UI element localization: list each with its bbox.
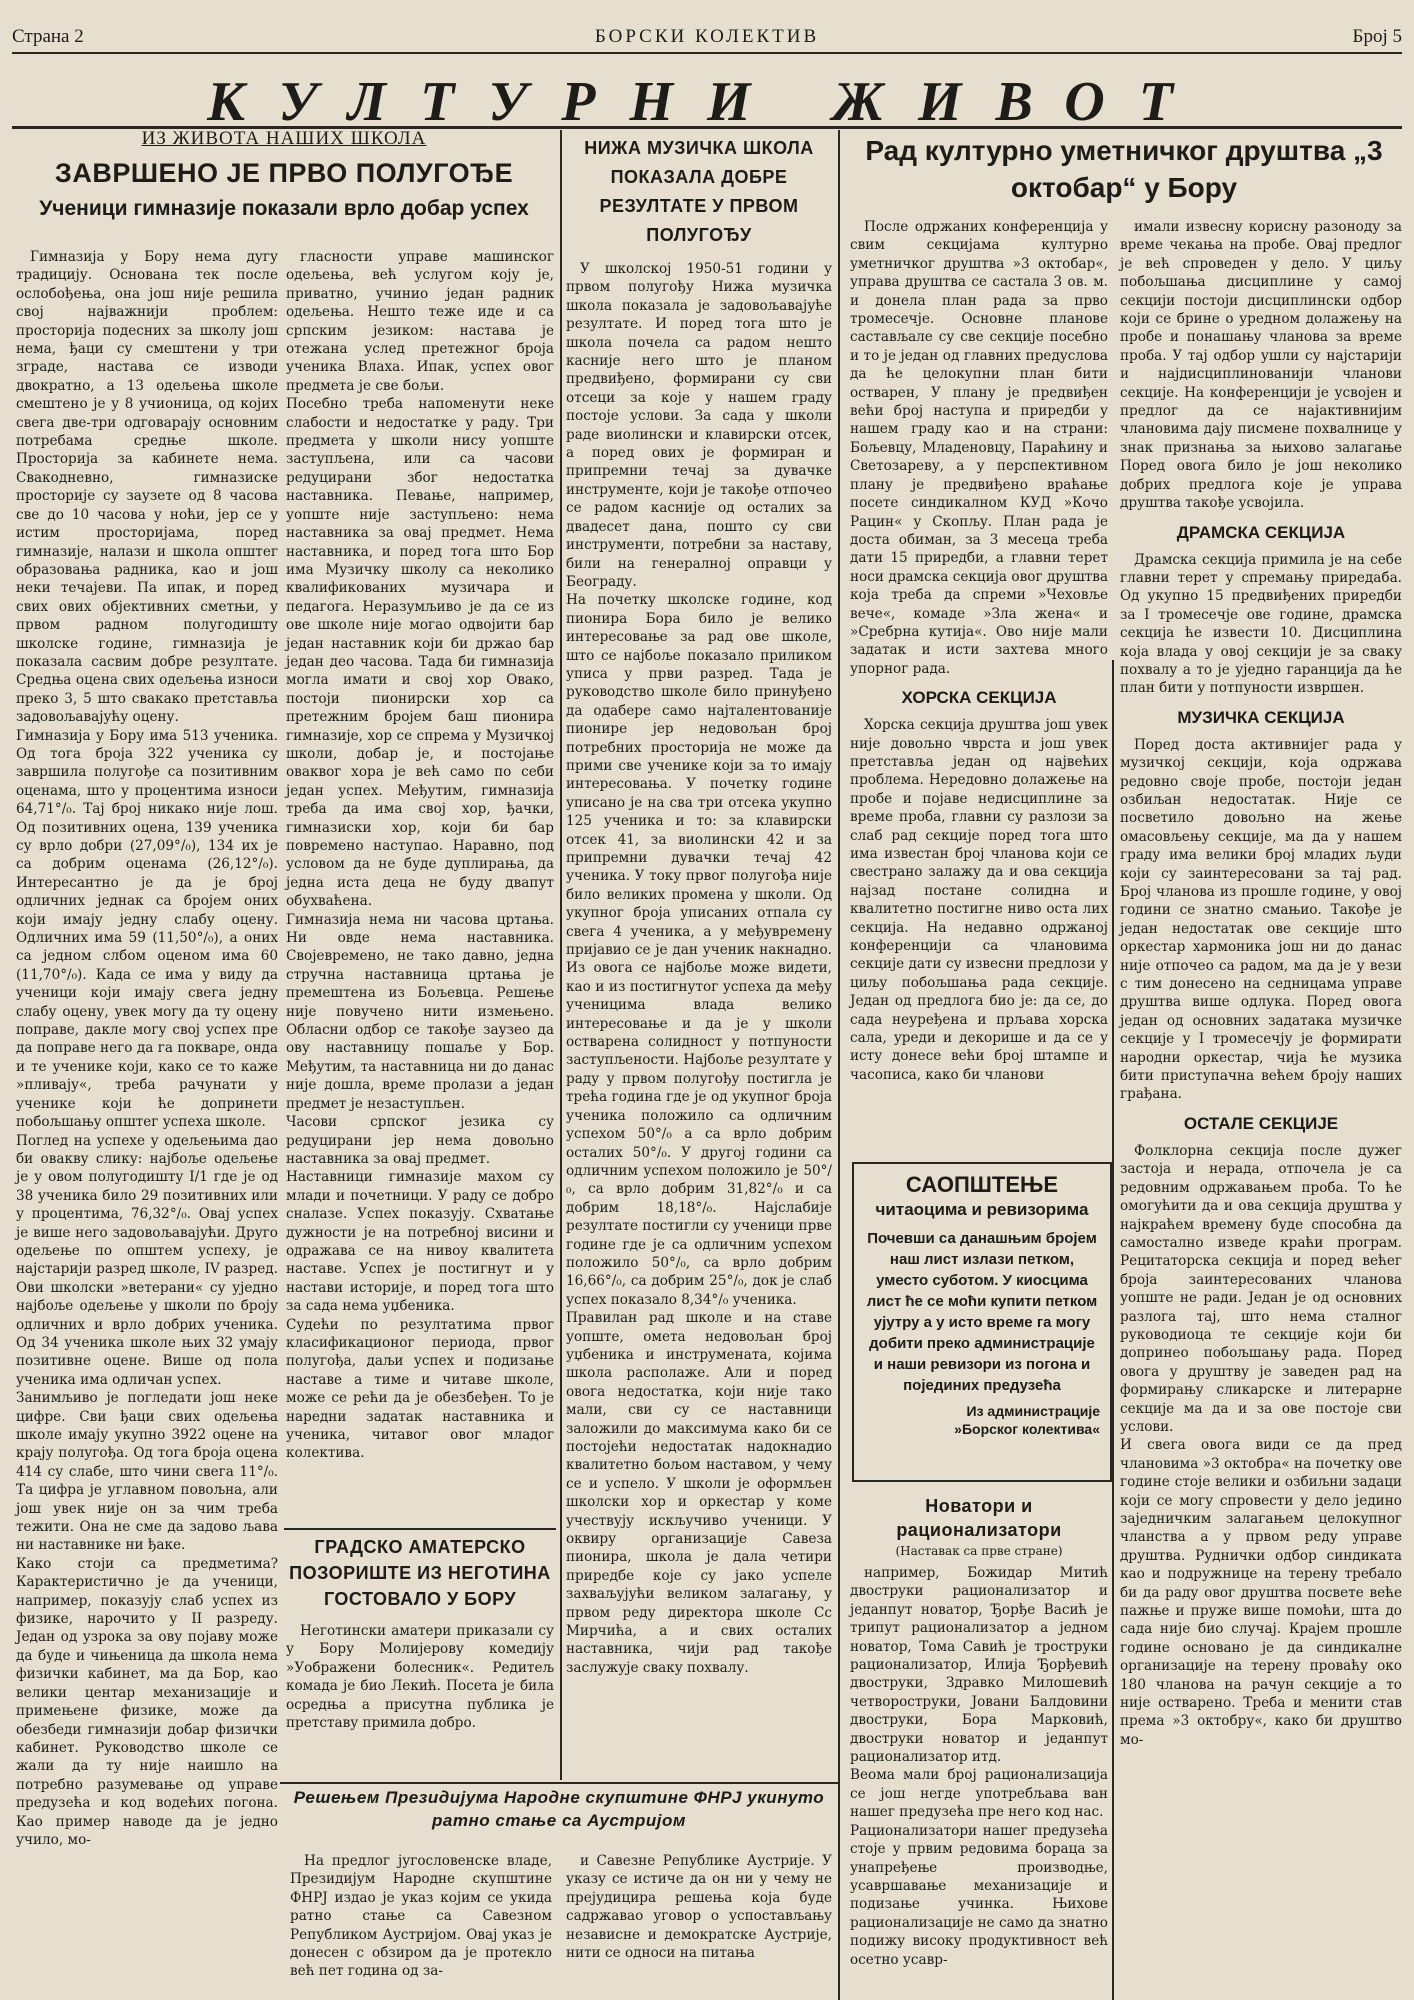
issue-number: Број 5 (1352, 26, 1402, 47)
other-section-text: Фолклорна секција после дужег застоја и нерада, отпочела је са редовним одржавањем проба. То ће омогућити да и ова секција друштва у најкраћем времену буде способна да самостално изведе краћи програм. Рецитаторска секција и поред већег броја заинтересованих чланова уопште не ради. Један је од основних разлога тај, што нема сталног руководиоца те секције који би допринео побољшању рада. Поред овога у друштву је заведен рад на формирању сликарске и литерарне секције ма да и за ове постоје сви услови. И свега овога види се да пред члановима »3 октобра« на почетку ове године стоје велики и озбиљни задаци који се могу спровести у дело једино заједничким залагањем целокупног чланства а у првом реду управе друштва. Руднички одбор синдиката као и подружнице на терену требало би да раду овог друштва посвете веће пажње и пруже више помоћи, шта до сада није био случај. Крајем прошле године основано је да синдикалне организације на терену проваћу око 180 чланова на рачун секције а то није остварено. Треба и менити став према »3 октобру«, како би друштво мо- (1120, 1142, 1402, 1748)
austria-text: На предлог југословенске владе, Президијум Народне скупштине ФНРЈ издао је указ којим се укида ратно стање са Савезном Републиком Аустријом. Овај указ је донесен с обзиром да је протекло већ пет година од за- (290, 1853, 552, 1980)
newspaper-name: БОРСКИ КОЛЕКТИВ (594, 26, 820, 47)
innovators-article (850, 1494, 1108, 2000)
music-school-article (566, 130, 832, 1780)
choir-section-heading: ХОРСКА СЕКЦИЈА (901, 688, 1057, 708)
other-section-heading: ОСТАЛЕ СЕКЦИЈЕ (1183, 1113, 1339, 1133)
music-school-text: У школској 1950-51 години у првом полугођу Нижа музичка школа показала је задовољавајуће резултате. И поред тога што је школа почела са радом нешто касније него што је планом предвиђено, формирани су сви отсеци за које у нашем граду постоје услови. За сада у школи раде виолински и клавирски отсек, а поред ових је формиран и припремни течај за дувачке инструменте, који је такође отпочео се радом касније од осталих за двадесет дана, пошто су сви инструменти, потребни за наставу, били на генералној оправци у Београду. На почетку школске године, код пионира Бора било је велико интересовање за рад ове школе, што се најбоље показало приликом уписа у први разред. Тада је руководство школе било принуђено да одабере само најталентованије пионире јер недовољан број потребних просторија не може да прими све ученике који за то имају интересовања. У почетку године уписано је на сва три отсека укупно 125 ученика и то: за клавирски отсек 41, за виолински 42 и за припремни дувачки течај 42 ученика. У току првог полугођа није било великих промена у школи. Од укупног броја уписаних отпала су свега 4 ученика, а у међувремену пријавио се је дан ученик накнадно. Из овога се најбоље може видети, као и из постигнутог успеха да међу ученицима влада велико интересовање и да је у школи остварена солидност у потпуности заступљености. Најбоље резултате у раду у првом полугођу постигла је трећа година где је од укупног броја ученика положило са одличним успехом 50°/₀ а са врло добрим осталих 50°/₀. У другој години са одличним успехом положило је 50°/₀, са врло добрим 31,82°/₀ и са добрим 18,18°/₀. Најслабије резултате постигли су ученици прве године где је са одличним успехом положило 50°/₀, са врло добрим 16,66°/₀, са добрим 25°/₀, док је слаб успех показало 8,34°/₀ ученика. Правилан рад школе и на ставе уопште, омета недовољан број уџбеника и инструмената, којима школа располаже. Али и поред овога недостатка, који није тако мали, сви су се наставници заложили до максимума како би се постојећи недостатак надокнадио квалитетно бољом наставом, у чему се и успело. У школи је оформљен школски хор и оркестар у коме учествују искључиво ученици. У оквиру организације Савеза пионира, школа је дала четири приредбе које су јако успеле захваљујући великом залагању, у првом реду директора школе Сс Мирчића, а и свих осталих наставника, чији рад такође заслужује сваку похвалу. (566, 261, 832, 1676)
society-col1-cont (850, 218, 1108, 1168)
article-rule (284, 1528, 556, 1530)
article-kicker: ИЗ ЖИВОТА НАШИХ ШКОЛА (141, 128, 427, 149)
article-rule (280, 1782, 838, 1784)
austria-col2 (566, 1852, 832, 2000)
announcement-subtitle: читаоцима и ревизорима (875, 1200, 1089, 1219)
society-article-header (846, 132, 1402, 212)
society-text: После одржаних конференција у свим секцијама културно уметничког друштва »3 октобар«, управа друштва се састала 3 ов. м. и донела план рада за прво тромесечје. Основне планове састављале су све секције посебно и то је један од главних предуслова да ће целокупни план бити остварен, У плану је предвиђен већи број наступа и приредби у нашем граду као и на страни: Бољевцу, Младеновцу, Параћину и Светозареву, а у перспективном плану је предвиђено враћање посете синдикалном КУД »Кочо Рацин« у Скопљу. План рада је доста обиман, за 3 месеца треба дати 15 приредби, а главни терет носи драмска секција овог друштва која треба да спреми »Чеховље вече«, комаде »Зла жена« и »Сребрна кутија«. Ово није мали задатак и исти захтева много упорног рада. (850, 219, 1108, 677)
announcement-title: САОПШТЕЊЕ (905, 1172, 1059, 1197)
article-text: Гимназија у Бору нема дугу традицију. Основана тек после ослобођења, она још није решила свој најважнији проблем: просторија подесних за школу још нема, ђаци су смештени у три зграде, настава се изводи двократно, а 13 одељења школе смештено је у 8 учионица, од којих свега две-три одговарају основним потребама средње школе. Просторија за кабинете нема. Свакодневно, гимназиске просторије су заузете од 8 часова све до 10 часова у ноћи, јер се у истим просторијама, поред гимназије, налази и школа општег образовања радника, као и још неки течајеви. Па ипак, и поред свих ових објективних сметњи, у првом радном полугодишту школске године, гимназија је показала сасвим добре резултате. Средња оцена свих одељења износи преко 3, 5 што свакако претставља задовољавајућу оцену. Гимназија у Бору има 513 ученика. Од тога броја 322 ученика су завршила полугође са позитивним оценама, што у процентима износи 64,71°/₀. Тај број никако није лош. Од позитивних оцена, 139 ученика су врло добри (27,09°/₀), 134 их је са добрим оценама (26,12°/₀). Интересантно је да је број одличних једнак са бројем оних који имају једну слабу оцену. Одличних има 59 (11,50°/₀), а оних са једном слбом оценом има 60 (11,70°/₀). Када се има у виду да ученици који имају свега једну слабу оцену, увек могу да ту оцену поправе, дакле могу свој успех пре да поправе него да га покваре, онда и те ученике који, како се то каже »пливају«, треба рачунати у ученике који ће допринети побољшању општег успеха школе. Поглед на успехе у одељењима дао би овакву слику: најбоље одељење је у овом полугодишту I/1 где је од 38 ученика било 29 позитивних или у процентима, 76,32°/₀. Овај успех је више него задовољавајући. Друго одељење по општем успеху, је најстарији разред школе, IV разред. Ови школски »ветерани« су уједно најбоље одељење у школи по броју одличних и врло добрих ученика. Од 34 ученика школе њих 32 умају позитивне оцене. Више од пола ученика има одличан успех. Занимљиво је погледати још неке цифре. Сви ђаци свих одељења школе имају укупно 3922 оцене на крају полугођа. Од тога броја оцена 414 су слабе, што чини свега 11°/₀. Та цифра је углавном повољна, али још увек није он за чим треба тежити. Она не сме да задово љава ни наставнике ни ђаке. Како стоји са предметима? Карактеристично је да ученици, например, показују слаб успех из физике, нарочито у II разреду. Један од узрока за ову појаву може да буде и чињеница да школа нема физички кабинет, ма да Бор, као велики центар механизације и примењене физике, може да обезбеди гимназији добар физички кабинет. Руководство школе се жали да ту није наишло на потребно разумевање од управе предузећа и код водећих погона. Као пример наводе да је једно учило, мо- (16, 249, 278, 1848)
school-article-col1 (16, 248, 278, 1998)
choir-section-text: Хорска секција друштва још увек није довољно чврста и још увек претставља један од највећих проблема. Нередовно долажење на пробе и појаве недисциплине за време проба, главни су разлози за слаб рад секције поред тога што има известан број чланова који се свестрано залажу да и ова секција најзад постане солидна и квалитетно постигне ниво оста лих секција. На недавно одржаној конференцији са члановима секције дати су извесни предлози у циљу побољшања рада секције. Један од предлога био је: да се, до сада неуређена и прљава хорска сала, уреди и декорише и да се у исту донесе већи број штампе и часописа, како би чланови (850, 717, 1108, 1083)
theatre-text: Неготински аматери приказали су у Бору Молијерову комедију »Уображени болесник«. Редитељ комада је био Лекић. Посета је била осредња а присутна публика је претставу примила добро. (286, 1623, 554, 1732)
drama-section-text: Драмска секција примила је на себе главни терет у спремању приредаба. Од укупно 15 предвиђених приредби за I тромесечје ове године, драмска секција ће извести 10. Дисциплина која влада у овој секцији је за сваку похвалу а то је уједно гаранција да ће план бити у потпуности извршен. (1120, 551, 1402, 697)
column-rule (838, 130, 840, 2000)
announcement-text: Почевши са данашњим бројем наш лист излази петком, уместо суботом. У киосцима лист ће се моћи купити петком ујутру а у исто време га могу добити преко администрације и наши ревизори из погона и појединих предузећа (866, 1230, 1098, 1394)
theatre-article (286, 1534, 554, 1780)
austria-text: и Савезне Републике Аустрије. У указу се истиче да он ни у чему не прејудицира решења која буде садржавао уговор о успостављању независне и демократске Аустрије, нити се односи на питања (566, 1853, 832, 1962)
music-school-headline: НИЖА МУЗИЧКА ШКОЛА ПОКАЗАЛА ДОБРЕ РЕЗУЛТАТЕ У ПРВОМ ПОЛУГОЂУ (584, 138, 814, 245)
announcement-signature: Из администрације »Борског колектива« (954, 1403, 1100, 1437)
school-article-col2 (286, 248, 554, 1520)
theatre-headline: ГРАДСКО АМАТЕРСКО ПОЗОРИШТЕ ИЗ НЕГОТИНА ГОСТОВАЛО У БОРУ (289, 1537, 551, 1609)
article-subheadline: Ученици гимназије показали врло добар успех (39, 197, 529, 220)
innovators-headline: Новатори и рационализатори (896, 1496, 1062, 1540)
announcement-box (852, 1162, 1112, 1482)
running-head (12, 26, 1402, 52)
school-article-header (14, 128, 554, 248)
society-text: имали извесну корисну разоноду за време чекања на пробе. Овај предлог је већ спроведен у дело. У циљу побољшања дисциплине у самој секцији постоји дисциплински одбор који се брине о уредном долажењу на пробе и понашању чланова за време проба. У тај одбор ушли су најстарији и најдисциплинованији чланови секције. На конференцији је усвојен и предлог да се најактивнијим члановима дају писмене похвалнице у знак признања за њихово залагање Поред овога било је још неколико добрих предлога које је управа друштва такође усвојила. (1120, 219, 1402, 512)
austria-headline-box (286, 1786, 832, 1846)
article-text: гласности управе машинског одељења, већ услугом коју је, приватно, учинио један радник одељења. Нешто теже иде и са српским језиком: настава је отежана услед претежног броја ученика Влаха. Ипак, успех овог предмета је све бољи. Посебно треба напоменути неке слабости и недостатке у раду. Три предмета у школи нису уопште заступљена, или са часови редуцирани због недостатка наставника. Певање, например, уопште није заступљено: нема наставника за овај предмет. Нема наставника, и поред тога што Бор има Музичку школу са неколико квалификованих музичара и педагога. Неразумљиво је да се из ове школе није могао одвојити бар један наставник који би држао бар један део часова. Тада би гимназија могла имати и свој хор Овако, постоји пионирски хор са претежним бројем баш пионира гимназије, хор се спрема у Музичкој школи, добар је, и постојање оваквог хора је већ само по себи један успех. Међутим, гимназија треба да има свој хор, ђачки, гимназиски хор, који би бар повремено наступао. Наравно, под условом да не буде дуплирања, да једна иста деца не буду двапут обухваћена. Гимназија нема ни часова цртања. Ни овде нема наставника. Својевремено, не тако давно, једна стручна наставница цртања је премештена из Бољевца. Решење није повучено нити измењено. Обласни одбор се такође заузео да ову наставницу пошаље у Бор. Међутим, та наставница ни до данас није дошла, време пролази а један предмет је незаступљен. Часови српског језика су редуцирани јер нема довољно наставника за овај предмет. Наставници гимназије махом су млади и почетници. У раду се добро сналазе. Успех показују. Схватање дужности је на потребној висини и одражава се на нивоу квалитета наставе. Успех је постигнут и у настави историје, и поред тога што за сада нема уџбеника. Судећи по резултатима првог класификационог периода, првог полугођа, даљи успех и подизање наставе а тиме и читаве школе, може се рећи да је обезбеђен. То је наредни задатак наставника и ученика, читавог овог младог колектива. (286, 249, 554, 1462)
continuation-note: (Наставак са прве стране) (895, 1544, 1063, 1558)
society-col2 (1120, 218, 1402, 2000)
austria-col1 (290, 1852, 552, 2000)
column-rule (1112, 660, 1114, 2000)
drama-section-heading: ДРАМСКА СЕКЦИЈА (1176, 522, 1346, 542)
page-number: Страна 2 (12, 26, 84, 47)
top-rule (12, 52, 1402, 54)
music-section-heading: МУЗИЧКА СЕКЦИЈА (1177, 707, 1345, 727)
music-section-text: Поред доста активнијег рада у музичкој секцији, која одржава редовно своје пробе, постоји један озбиљан недостатак. Није се посветило довољно на жење омасовљењу секције, ма да у нашем граду има велики број младих људи који су заинтересовани за тај рад. Број чланова из прошле године, у овој години се знатно смањио. Такође је један недостатак ове секције што оркестар хармоника још ни до данас није отпочео са радом, ма да је у вези с тим донесено на седницама управе друштва више одлука. Поред овога један од основних задатака музичке секције у I тромесечју је формирати народни оркестар, чија ће музика бити приступачна већем броју наших грађана. (1120, 736, 1402, 1103)
column-rule (560, 130, 562, 1780)
section-title: КУЛТУРНИ ЖИВОТ (207, 71, 1207, 133)
society-headline: Рад културно уметничког друштва „3 октобар“ у Бору (865, 135, 1383, 203)
article-headline: ЗАВРШЕНО ЈЕ ПРВО ПОЛУГОЂЕ (54, 158, 514, 188)
innovators-text: например, Божидар Митић двоструки рационализатор и једанпут новатор, Ђорђе Васић је трипут рационализатор а једном новатор, Тома Савић је троструки рационализатор, Илија Ђорђевић двоструки, Здравко Милошевић четвороструки, Јовани Балдовини двоструки, Бора Марковић, двоструки новатор и једанпут рационализатор итд. Веома мали број рационализација се још негде употребљава ван нашег предузећа пре него код нас. Рационализатори нашег предузећа стоје у првим редовима бораца за унапређење производње, усавршавање механизације и подизање учинка. Њихове рационализације не само да знатно подижу високу продуктивност већ осетно усавр- (850, 1565, 1108, 1968)
austria-headline: Решењем Президијума Народне скупштине ФНРЈ укинуто ратно стање са Аустријом (293, 1788, 825, 1830)
